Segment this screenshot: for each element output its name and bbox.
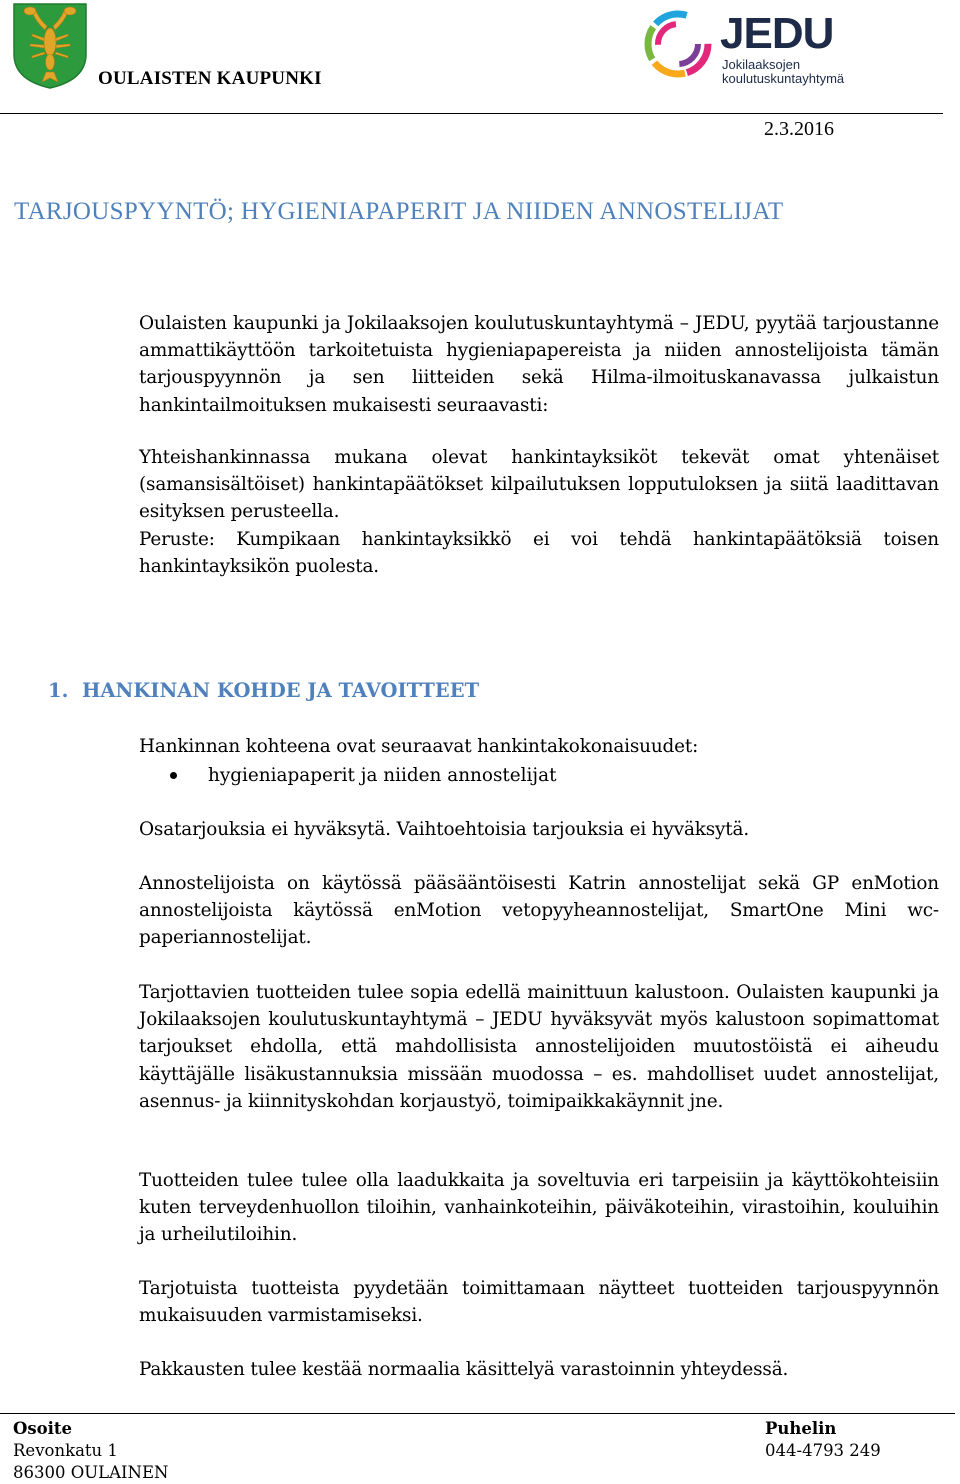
joint-basis-paragraph: Peruste: Kumpikaan hankintayksikkö ei voi tehdä hankintapäätöksiä toisen hankintayksikön puolesta. — [139, 529, 939, 578]
subjects-intro-paragraph: Hankinnan kohteena ovat seuraavat hankintakokonaisuudet: — [139, 736, 699, 757]
address-postal: 86300 OULAINEN — [13, 1463, 169, 1482]
jedu-swirl-icon — [640, 4, 716, 84]
joint-procurement-paragraph: Yhteishankinnassa mukana olevat hankintayksiköt tekevät omat yhtenäiset (samansisältöiset) hankintapäätökset kilpailutuksen lopputuloksen ja siitä laadittavan esityksen perusteella. — [139, 447, 939, 523]
lobster-crest-icon — [12, 2, 88, 90]
jedu-logo — [640, 2, 850, 92]
partial-offers-paragraph: Osatarjouksia ei hyväksytä. Vaihtoehtoisia tarjouksia ei hyväksytä. — [139, 819, 750, 840]
list-item-text: hygieniapaperit ja niiden annostelijat — [208, 765, 557, 786]
address-street: Revonkatu 1 — [13, 1441, 118, 1460]
jedu-wordmark: JEDU — [720, 9, 834, 58]
dispensers-paragraph: Annostelijoista on käytössä pääsääntöisesti Katrin annostelijat sekä GP enMotion annostelijoista käytössä enMotion vetopyyheannostelijat, SmartOne Mini wc-paperiannostelijat. — [139, 873, 939, 949]
bullet-icon — [170, 772, 177, 779]
organization-name: OULAISTEN KAUPUNKI — [98, 68, 322, 89]
phone-heading: Puhelin — [765, 1419, 837, 1438]
intro-paragraph: Oulaisten kaupunki ja Jokilaaksojen koulutuskuntayhtymä – JEDU, pyytää tarjoustanne ammattikäyttöön tarkoitetuista hygieniapapereista ja niiden annostelijoista tämän tarjouspyynnön ja sen liitteiden sekä Hilma-ilmoituskanavassa julkaistun hankintailmoituksen mukaisesti seuraavasti: — [139, 313, 939, 416]
samples-paragraph: Tarjotuista tuotteista pyydetään toimittamaan näytteet tuotteiden tarjouspyynnön mukaisuuden varmistamiseksi. — [139, 1278, 939, 1327]
address-heading: Osoite — [13, 1419, 73, 1438]
compatibility-paragraph: Tarjottavien tuotteiden tulee sopia edellä mainittuun kalustoon. Oulaisten kaupunki ja Jokilaaksojen koulutuskuntayhtymä – JEDU hyväksyvät myös kalustoon sopimattomat tarjoukset ehdolla, että mahdollisista annostelijoiden muutostöistä ei aiheudu käyttäjälle lisäkustannuksia missään muodossa – es. mahdolliset uudet annostelijat, asennus- ja kiinnityskohdan korjaustyö, toimipaikkakäynnit jne. — [139, 982, 939, 1112]
header-divider — [0, 113, 943, 114]
jedu-line2: koulutuskuntayhtymä — [722, 71, 845, 86]
quality-paragraph: Tuotteiden tulee tulee olla laadukkaita ja soveltuvia eri tarpeisiin ja käyttökohteisiin kuten terveydenhuollon tiloihin, vanhainkoteihin, päiväkoteihin, virastoihin, kouluihin ja urheilutiloihin. — [139, 1170, 939, 1246]
packaging-paragraph: Pakkausten tulee kestää normaalia käsittelyä varastoinnin yhteydessä. — [139, 1359, 789, 1380]
document-date: 2.3.2016 — [764, 118, 834, 140]
section-heading — [48, 679, 479, 702]
section-title: HANKINAN KOHDE JA TAVOITTEET — [82, 679, 480, 702]
jedu-line1: Jokilaaksojen — [722, 57, 801, 72]
footer-divider — [0, 1413, 955, 1414]
section-number: 1. — [48, 679, 69, 702]
phone-number: 044-4793 249 — [765, 1441, 881, 1460]
document-title: TARJOUSPYYNTÖ; HYGIENIAPAPERIT JA NIIDEN ANNOSTELIJAT — [14, 198, 784, 225]
